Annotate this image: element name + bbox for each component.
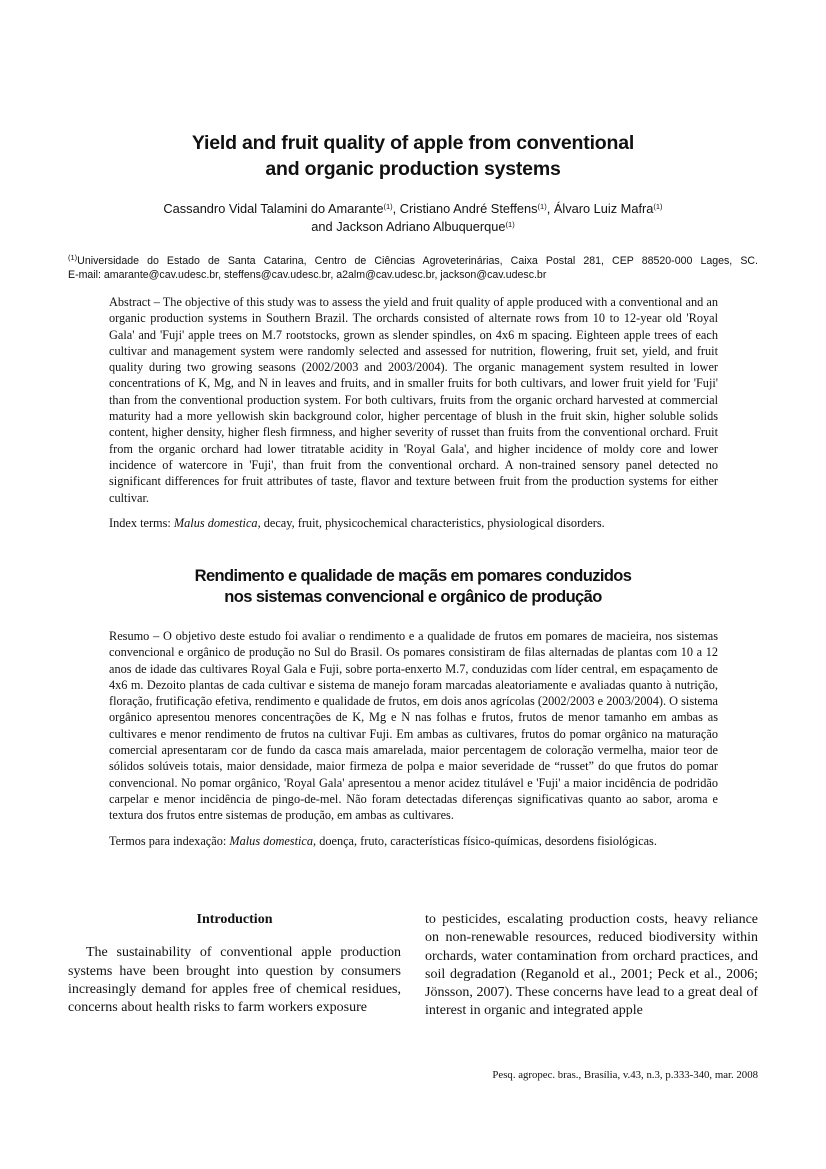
author-name: and Jackson Adriano Albuquerque xyxy=(311,219,506,234)
termos-species: Malus domestica xyxy=(229,833,314,848)
introduction-paragraph: The sustainability of conventional apple production systems have been brought into question by consumers increasingly demand for apples free of chemical residues, concerns about health risks to farm workers exposure xyxy=(68,945,401,1016)
column-right xyxy=(425,911,758,1021)
column-left xyxy=(68,911,401,1017)
author-name: , Álvaro Luiz Mafra xyxy=(546,201,654,216)
affiliation-address: Universidade do Estado de Santa Catarina, Centro de Ciências Agroveterinárias, Caixa Postal 281, CEP 88520-000 Lages, SC. xyxy=(77,255,758,267)
termos-indexacao xyxy=(109,833,718,849)
affiliation-mark: (1) xyxy=(537,202,547,211)
resumo xyxy=(109,628,718,849)
affiliation-emails: E-mail: amarante@cav.udesc.br, steffens@cav.udesc.br, a2alm@cav.udesc.br, jackson@cav.udesc.br xyxy=(68,269,547,281)
abstract-text: Abstract – The objective of this study was to assess the yield and fruit quality of apple produced with a conventional and an organic production systems in Southern Brazil. The orchards consisted of alternate rows from 10 to 12-year old 'Royal Gala' and 'Fuji' apple trees on M.7 rootstocks, grown as slender spindles, on 4x6 m spacing. Eighteen apple trees of each cultivar and management system were randomly selected and assessed for nutrition, flowering, fruit set, yield, and fruit quality during two growing seasons (2002/2003 and 2003/2004). The organic management system resulted in lower concentrations of K, Mg, and N in leaves and fruits, and in smaller fruits for both cultivars, and lower fruit yield for 'Fuji' than from the conventional production system. For both cultivars, fruits from the organic orchard harvested at commercial maturity had a more yellowish skin background color, higher percentage of blush in the fruit skin, higher soluble solids content, higher density, higher flesh firmness, and higher severity of russet than fruits from the conventional orchard. Fruit from the organic orchard had lower titratable acidity in 'Royal Gala', and higher incidence of moldy core and lower incidence of watercore in 'Fuji', than fruit from the conventional orchard. A non-trained sensory panel detected no significant differences for fruit attributes of taste, flavor and texture between fruit from the production systems for either cultivar. xyxy=(109,295,718,505)
index-terms-species: Malus domestica xyxy=(173,515,258,530)
affiliation-line xyxy=(68,251,758,268)
portuguese-title-line-2: nos sistemas convencional e orgânico de produção xyxy=(224,588,602,606)
author-list xyxy=(60,199,766,235)
affiliation-mark: (1) xyxy=(505,220,515,229)
index-terms-list: , decay, fruit, physicochemical characteristics, physiological disorders. xyxy=(257,515,605,530)
paper-title xyxy=(100,130,726,182)
affiliation-mark: (1) xyxy=(653,202,663,211)
abstract xyxy=(109,294,718,531)
author-line-2 xyxy=(60,217,766,235)
introduction-paragraph-continued: to pesticides, escalating production costs, heavy reliance on non-renewable resources, reduced biodiversity within orchards, water contamination from orchard practices, and soil degradation (Reganold et al., 2001; Peck et al., 2006; Jönsson, 2007). These concerns have lead to a great deal of interest in organic and integrated apple xyxy=(425,912,758,1019)
index-terms xyxy=(109,515,718,531)
author-line-1 xyxy=(60,199,766,217)
portuguese-title-line-1: Rendimento e qualidade de maçãs em pomares conduzidos xyxy=(194,567,632,585)
index-terms-label: Index terms: xyxy=(109,515,174,530)
title-line-2: and organic production systems xyxy=(265,158,561,180)
title-line-1: Yield and fruit quality of apple from conventional xyxy=(191,132,635,154)
termos-list: , doença, fruto, características físico-químicas, desordens fisiológicas. xyxy=(313,833,657,848)
author-name: Cassandro Vidal Talamini do Amarante xyxy=(163,201,384,216)
journal-citation-footer: Pesq. agropec. bras., Brasília, v.43, n.3, p.333-340, mar. 2008 xyxy=(492,1069,758,1081)
author-name: , Cristiano André Steffens xyxy=(392,201,538,216)
affiliation-mark: (1) xyxy=(383,202,393,211)
introduction-heading: Introduction xyxy=(196,912,273,927)
resumo-text: Resumo – O objetivo deste estudo foi avaliar o rendimento e a qualidade de frutos em pomares de macieira, nos sistemas convencional e orgânico de produção no Sul do Brasil. Os pomares consistiram de filas alternadas de plantas com 10 a 12 anos de idade das cultivares Royal Gala e Fuji, sobre porta-enxerto M.7, conduzidas com líder central, em espaçamento de 4x6 m. Dezoito plantas de cada cultivar e sistema de manejo foram marcadas aleatoriamente e avaliadas quanto à nutrição, floração, frutificação efetiva, rendimento e qualidade de frutos, em dois anos agrícolas (2002/2003 e 2003/2004). O sistema orgânico apresentou menores concentrações de K, Mg e N nas folhas e frutos, frutos de menor tamanho em ambas as cultivares e menor rendimento de frutos na cultivar Fuji. Em ambas as cultivares, frutos do pomar orgânico na maturação comercial apresentaram cor de fundo da casca mais amarelada, maior percentagem de coloração vermelha, maior teor de sólidos solúveis totais, maior densidade, maior firmeza de polpa e maior severidade de “russet” do que frutos do pomar convencional. No pomar orgânico, 'Royal Gala' apresentou a menor acidez titulável e 'Fuji' a maior incidência de podridão carpelar e menor incidência de pingo-de-mel. Não foram detectadas diferenças significativas quanto ao sabor, aroma e textura dos frutos entre sistemas de produção, em ambas as cultivares. xyxy=(109,629,718,823)
termos-label: Termos para indexação: xyxy=(109,833,230,848)
affiliation-mark: (1) xyxy=(68,253,78,262)
affiliation-block xyxy=(68,251,758,282)
portuguese-title xyxy=(100,566,726,608)
